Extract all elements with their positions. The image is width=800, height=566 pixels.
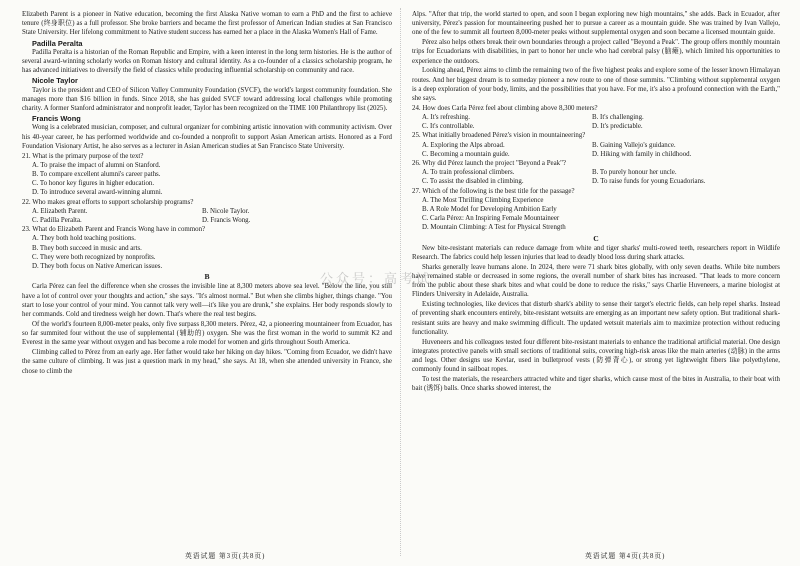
paragraph: Padilla Peralta is a historian of the Roman Republic and Empire, with a keen interest in the long term histories. He is the author of several award-winning scholarly works on Roman history and cultural identity. As a co-founder of a classics scholarship program, he has advanced initiatives to diversify the field of classics while producing influential scholarship on community and race. xyxy=(22,48,392,75)
option: B. Nicole Taylor. xyxy=(202,207,250,215)
question-27: 27. Which of the following is the best title for the passage? xyxy=(412,187,575,195)
question-26: 26. Why did Pérez launch the project "Beyond a Peak"? xyxy=(412,160,566,168)
option: C. To honor key figures in higher education. xyxy=(32,180,155,188)
option: A. They both hold teaching positions. xyxy=(32,235,136,243)
option: A. The Most Thrilling Climbing Experience xyxy=(422,196,544,204)
person-name: Padilla Peralta xyxy=(32,38,83,48)
options-grid xyxy=(422,113,780,131)
paragraph: Pérez also helps others break their own boundaries through a project called "Beyond a Peak". The group offers monthly mountain trips for Ecuadorians with disabilities, in part to honor her uncle who had cerebral palsy (脑瘫), which limited his opportunities to experience the outdoors. xyxy=(412,39,780,65)
section-heading: C xyxy=(593,233,599,243)
question-24: 24. How does Carla Pérez feel about climbing above 8,300 meters? xyxy=(412,104,598,112)
option: B. To compare excellent alumni's career paths. xyxy=(32,171,161,179)
option: B. It's challenging. xyxy=(592,114,644,122)
right-page xyxy=(412,10,780,550)
paragraph: Elizabeth Parent is a pioneer in Native education, becoming the first Alaska Native woman to earn a PhD and the first to achieve tenure (终身职位) as a full professor. She broke barriers and became the first professor of American Indian studies at San Francisco State University. Her lifelong commitment to Native student success has earned her a place in the Alaska Women's Hall of Fame. xyxy=(22,11,392,37)
options-grid xyxy=(32,207,392,225)
paragraph: Existing technologies, like devices that disturb shark's ability to sense their target's electric fields, can help repel sharks. Instead of preventing shark encounters entirely, bite-resistant wetsuits are emerging as an important new safety option. But traditional shark-resistant suits are heavy and make swimming difficult. The updated wetsuit materials aim to maximize protection without reducing functionality. xyxy=(412,301,780,336)
option: B. Gaining Vallejo's guidance. xyxy=(592,141,676,149)
question-25: 25. What initially broadened Pérez's vision in mountaineering? xyxy=(412,132,586,140)
option: A. Elizabeth Parent. xyxy=(32,207,88,215)
person-name: Francis Wong xyxy=(32,114,81,124)
paragraph: Alps. "After that trip, the world started to open, and soon I began exploring new high mountains," she adds. Back in Ecuador, after university, Pérez's passion for mountaineering pushed her to pursue a career as a mountain guide. She was trained by Ivan Vallejo, one of the few to summit all fourteen 8,000-meter peaks without supplemental oxygen and soon became a licensed mountain guide. xyxy=(412,11,780,37)
option: A. It's refreshing. xyxy=(422,114,470,122)
option: D. Mountain Climbing: A Test for Physical Strength xyxy=(422,224,566,232)
paragraph: Carla Pérez can feel the difference when she crosses the invisible line at 8,300 meters above sea level. "Below the line, you still have a lot of control over your thoughts and action," she says. "It's almost normal." But when she climbs higher, things change. "You start to lose your control of your mind. You cannot talk very well—it's like you are drunk," she explains. Her body responds slowly to her commands. Cold and tiredness weigh her down. That's where the real test begins. xyxy=(22,283,392,319)
option: C. Padilla Peralta. xyxy=(32,217,82,225)
option: C. Becoming a mountain guide. xyxy=(422,150,510,158)
question-22: 22. Who makes great efforts to support scholarship programs? xyxy=(22,198,194,206)
page-footer: 英语试题 第3页(共8页) xyxy=(185,553,266,560)
option: A. To train professional climbers. xyxy=(422,169,515,177)
person-name: Nicole Taylor xyxy=(32,76,78,86)
paragraph: Of the world's fourteen 8,000-meter peaks, only five surpass 8,300 meters. Pérez, 42, a pioneering mountaineer from Ecuador, has so far summited four without the use of supplemental (辅助的) oxygen. She was the first woman in the world to summit K2 and Everest in the same year without oxygen and has become a role model for women and girls throughout South America. xyxy=(22,320,392,347)
option: C. It's controllable. xyxy=(422,123,475,131)
option: D. It's predictable. xyxy=(592,123,643,131)
option: A. Exploring the Alps abroad. xyxy=(422,141,505,149)
option: C. They were both recognized by nonprofits. xyxy=(32,253,156,261)
paragraph: Huveneers and his colleagues tested four different bite-resistant materials to enhance the traditional artificial material. One design integrates protective panels with small sections of traditional suits, covering high-risk areas like the main arteries (动脉) in the arms and legs. Other designs use Kevlar, used in bulletproof vests (防弹背心), or strong yet lightweight fibers like polyethylene, commonly found in sailboat ropes. xyxy=(412,338,780,374)
option: D. To raise funds for young Ecuadorians. xyxy=(592,178,706,186)
options-grid xyxy=(422,141,780,159)
paragraph: Taylor is the president and CEO of Silicon Valley Community Foundation (SVCF), the world's largest community foundation. She manages more than $16 billion in funds. Since 2018, she has guided SVCF toward addressing local challenges while promoting charity. A former Stanford administrator and nonprofit leader, Taylor has been recognized on the TIME 100 Philanthropy list (2025). xyxy=(22,86,392,113)
option: C. To assist the disabled in climbing. xyxy=(422,178,524,186)
option: B. To purely honour her uncle. xyxy=(592,169,677,177)
option: C. Carla Pérez: An Inspiring Female Mountaineer xyxy=(422,215,560,223)
paragraph: Climbing called to Pérez from an early age. Her father would take her hiking on day hikes. "Coming from Ecuador, we didn't have the same culture of climbing. It was just a question mark in my head," she says. At 18, when she attended university in France, she chose to climb the xyxy=(22,349,392,375)
paragraph: To test the materials, the researchers attracted white and tiger sharks, which cause most of the bites in Australia, to their boat with bait (诱饵) balls. Once sharks showed interest, the xyxy=(412,376,780,393)
section-heading: B xyxy=(204,272,210,282)
option: A. To praise the impact of alumni on Stanford. xyxy=(32,161,161,169)
paragraph: New bite-resistant materials can reduce damage from white and tiger sharks' multi-rowed teeth, researchers report in Wildlife Research. The fabrics could help lessen injuries that lead to deadly blood loss during shark attacks. xyxy=(412,244,780,262)
watermark: 公众号：高考试 xyxy=(320,272,433,287)
option: B. A Role Model for Developing Ambition Early xyxy=(422,206,557,214)
option: D. Francis Wong. xyxy=(202,217,251,225)
paragraph: Looking ahead, Pérez aims to climb the remaining two of the five highest peaks and explore some of the lesser known Himalayan routes. And her biggest dream is to someday pioneer a new route to one of those summits. "Climbing without supplemental oxygen is a deep exploration of your body, limits, and the possibilities that you have. For me, it's also a profound connection with the Earth," she says. xyxy=(412,67,780,103)
paragraph: Wong is a celebrated musician, composer, and cultural organizer for combining artistic innovation with community activism. Over his 40-year career, he has performed worldwide and co-founded a nonprofit to support Asian American artists. Honored as a Ford Foundation Visionary Artist, he also serves as a lecturer in Asian American studies at San Francisco State University. xyxy=(22,124,392,150)
question-21: 21. What is the primary purpose of the text? xyxy=(22,152,144,160)
option: B. They both succeed in music and arts. xyxy=(32,244,142,252)
option: D. They both focus on Native American issues. xyxy=(32,263,163,271)
question-23: 23. What do Elizabeth Parent and Francis Wong have in common? xyxy=(22,226,206,234)
paragraph: Sharks generally leave humans alone. In 2024, there were 71 shark bites globally, with only seven deaths. While bite numbers have remained stable or decreased in some regions, the overall number of shark bites has increased. "That leads to more concern from the public about these shark bites and what could be done to reduce the risks," says Charlie Huveneers, a marine biologist at Flinders University in Adelaide, Australia. xyxy=(412,263,780,299)
option: D. Hiking with family in childhood. xyxy=(592,150,692,158)
options-grid xyxy=(422,168,780,186)
page-footer: 英语试题 第4页(共8页) xyxy=(585,553,666,560)
option: D. To introduce several award-winning alumni. xyxy=(32,189,163,197)
